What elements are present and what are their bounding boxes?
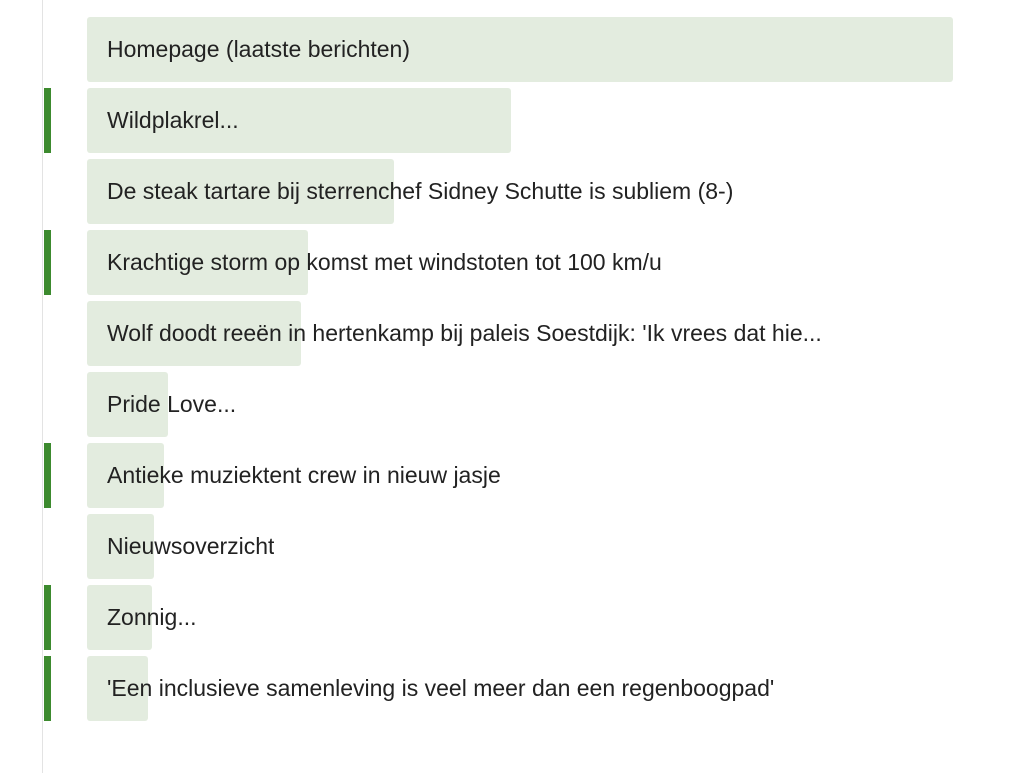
list-item[interactable]	[0, 159, 1024, 224]
list-item[interactable]	[0, 585, 1024, 650]
page-list	[0, 17, 1024, 727]
list-item[interactable]	[0, 514, 1024, 579]
list-item[interactable]	[0, 230, 1024, 295]
highlight-marker	[44, 88, 51, 153]
highlight-marker	[44, 443, 51, 508]
list-item-label: Homepage (laatste berichten)	[107, 36, 410, 62]
list-item[interactable]	[0, 443, 1024, 508]
list-item-label: Antieke muziektent crew in nieuw jasje	[107, 462, 501, 488]
highlight-marker	[44, 656, 51, 721]
list-item[interactable]	[0, 656, 1024, 721]
list-item-label: Zonnig...	[107, 604, 197, 630]
list-item-label: De steak tartare bij sterrenchef Sidney Schutte is subliem (8-)	[107, 178, 734, 204]
list-item-label: Nieuwsoverzicht	[107, 533, 275, 559]
list-item-label: Pride Love...	[107, 391, 237, 417]
list-item[interactable]	[0, 301, 1024, 366]
list-item[interactable]	[0, 372, 1024, 437]
list-item-label: Wildplakrel...	[107, 107, 239, 133]
highlight-marker	[44, 585, 51, 650]
list-item[interactable]	[0, 17, 1024, 82]
highlight-marker	[44, 230, 51, 295]
list-item-label: Krachtige storm op komst met windstoten tot 100 km/u	[107, 249, 662, 275]
list-item-label: Wolf doodt reeën in hertenkamp bij paleis Soestdijk: 'Ik vrees dat hie...	[107, 320, 822, 346]
list-item-label: 'Een inclusieve samenleving is veel meer dan een regenboogpad'	[107, 675, 775, 701]
list-item[interactable]	[0, 88, 1024, 153]
